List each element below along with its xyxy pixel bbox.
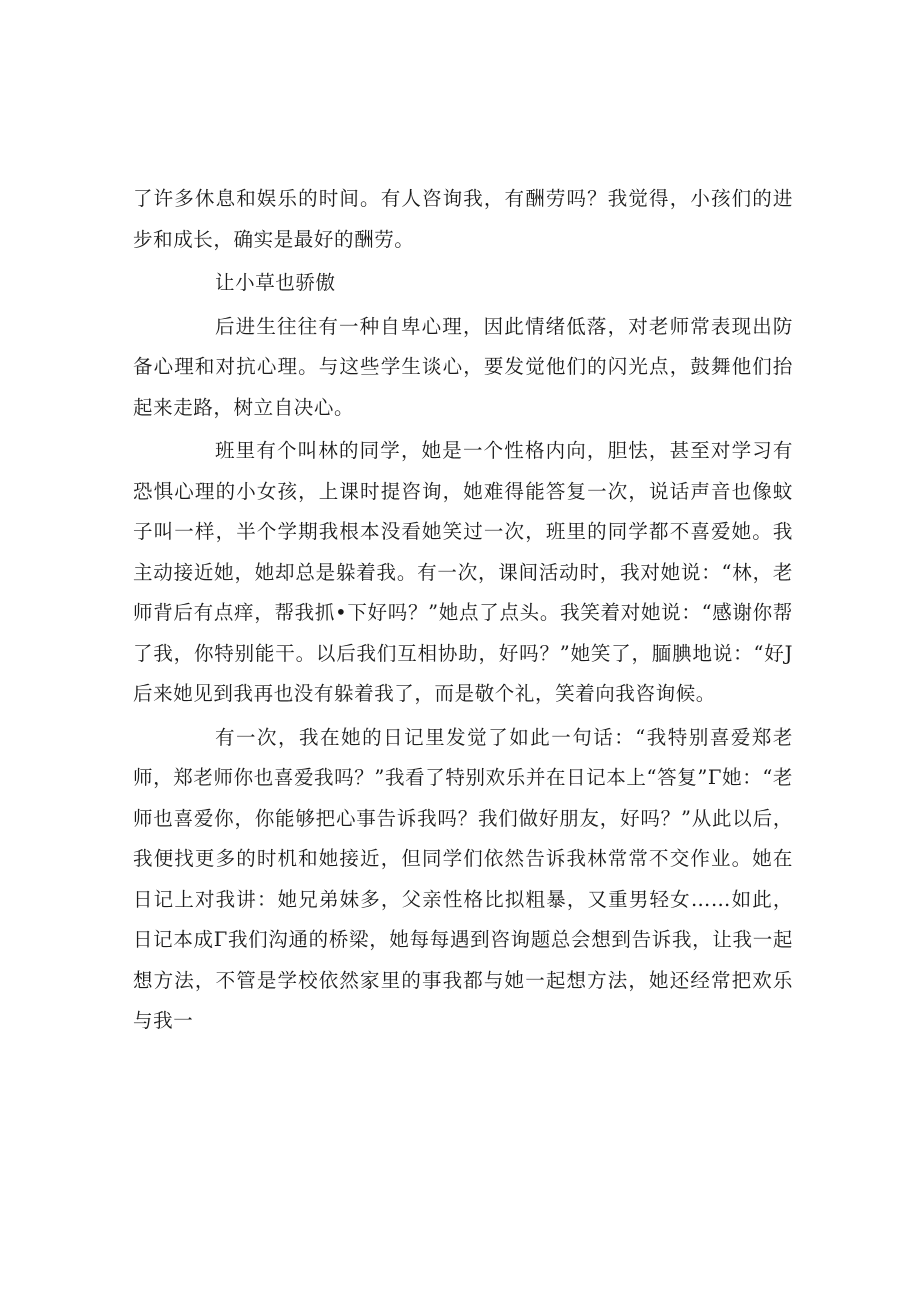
paragraph-continuation: 了许多休息和娱乐的时间。有人咨询我，有酬劳吗？我觉得，小孩们的进步和成长，确实是最好的酬劳。 xyxy=(133,187,793,251)
section-heading: 让小草也骄傲 xyxy=(215,271,336,294)
paragraph: 班里有个叫林的同学，她是一个性格内向，胆怯，甚至对学习有恐惧心理的小女孩，上课时提咨询，她难得能答复一次，说话声音也像蚊子叫一样，半个学期我根本没看她笑过一次，班里的同学都不喜爱她。我主动接近她，她却总是躲着我。有一次，课间活动时，我对她说：“林，老师背后有点痒，帮我抓•下好吗？”她点了点头。我笑着对她说：“感谢你帮了我，你特别能干。以后我们互相协助，好吗？”她笑了，腼腆地说：“好J后来她见到我再也没有躲着我了，而是敬个礼，笑着向我咨询候。 xyxy=(133,439,793,705)
document-body xyxy=(133,179,793,1045)
paragraph: 有一次，我在她的日记里发觉了如此一句话：“我特别喜爱郑老师，郑老师你也喜爱我吗？”我看了特别欢乐并在日记本上“答复”Γ她：“老师也喜爱你，你能够把心事告诉我吗？我们做好朋友，好吗？”从此以后，我便找更多的时机和她接近，但同学们依然告诉我林常常不交作业。她在日记上对我讲：她兄弟妹多，父亲性格比拟粗暴，又重男轻女……如此，日记本成Γ我们沟通的桥梁，她每每遇到咨询题总会想到告诉我，让我一起想方法，不管是学校依然家里的事我都与她一起想方法，她还经常把欢乐与我一 xyxy=(133,725,793,1032)
paragraph: 后进生往往有一种自卑心理，因此情绪低落，对老师常表现出防备心理和对抗心理。与这些学生谈心，要发觉他们的闪光点，鼓舞他们抬起来走路，树立自决心。 xyxy=(133,314,793,419)
